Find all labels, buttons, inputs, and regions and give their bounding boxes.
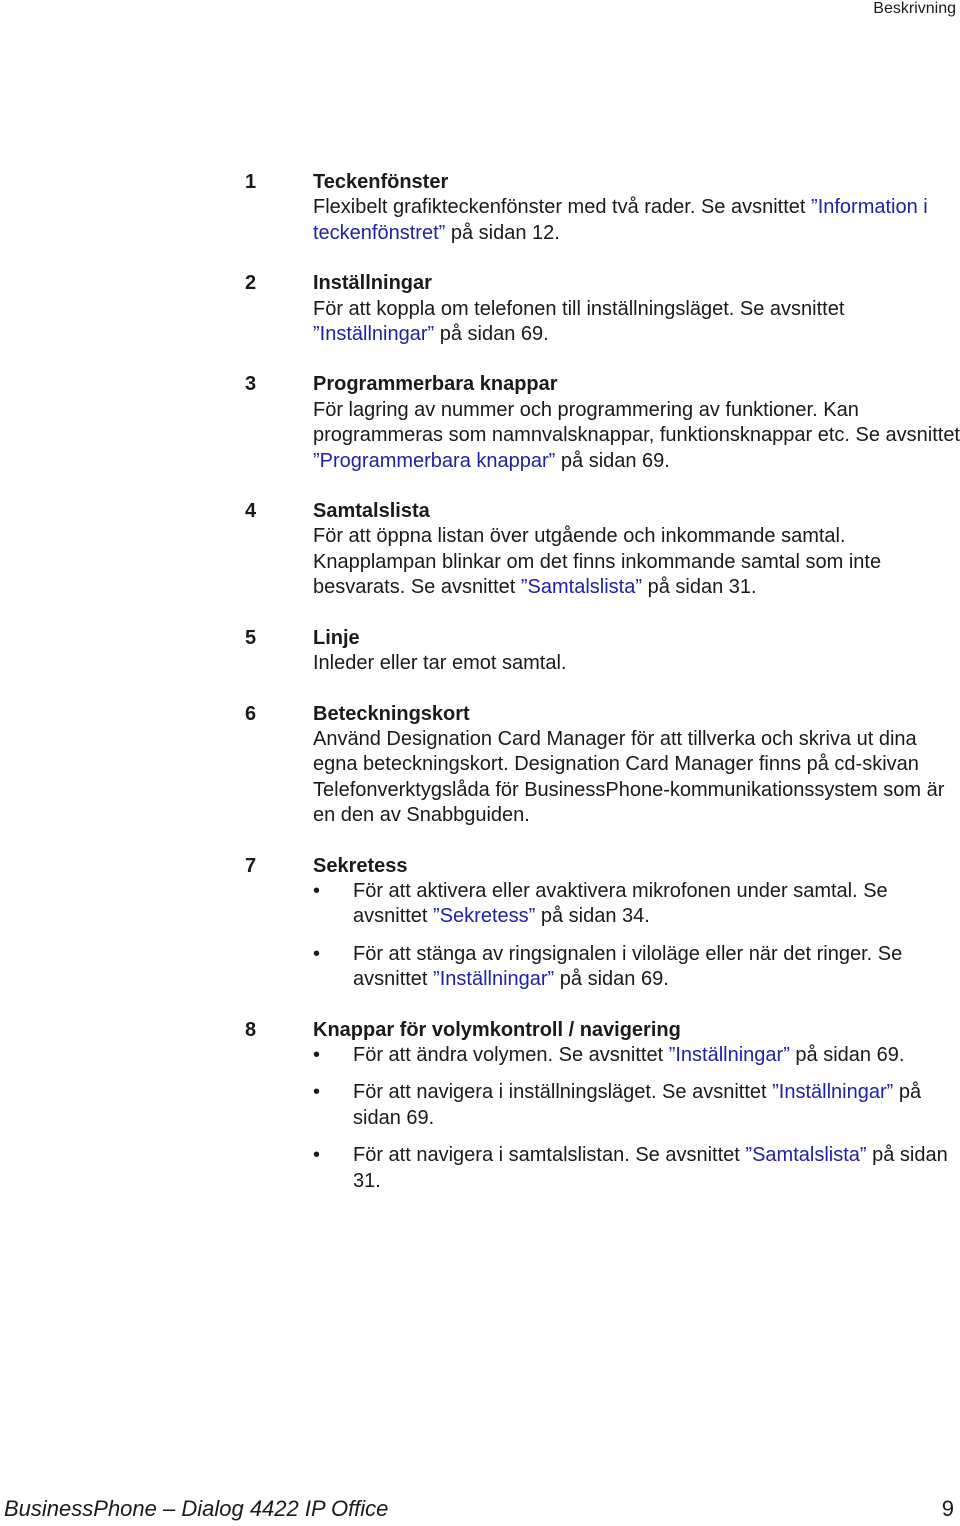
item-number: 7: [245, 854, 257, 877]
item-number: 6: [245, 702, 257, 725]
bullet-item: [313, 1143, 960, 1194]
footer-product-name: BusinessPhone – Dialog 4422 IP Office: [4, 1496, 389, 1521]
cross-reference-link[interactable]: ”Samtalslista”: [745, 1144, 867, 1167]
bullet-text: på sidan 69.: [789, 1043, 905, 1066]
cross-reference-link[interactable]: ”Information i teckenfönstret”: [313, 196, 928, 244]
item-number: 1: [245, 171, 257, 193]
item-number: 4: [245, 500, 257, 523]
bullet-text: För att stänga av ringsignalen i viloläge eller när det ringer. Se avsnittet: [353, 942, 903, 991]
bullet-item: [313, 942, 960, 993]
item-title: Inställningar: [313, 272, 432, 295]
item-number: 3: [245, 373, 257, 396]
cross-reference-link[interactable]: ”Inställningar”: [433, 968, 555, 991]
list-item: [245, 626, 960, 677]
page-number: 9: [941, 1496, 954, 1521]
item-title: Linje: [313, 626, 360, 649]
cross-reference-link[interactable]: ”Inställningar”: [668, 1043, 790, 1066]
item-description: [313, 398, 960, 474]
description-text: på sidan 31.: [642, 576, 757, 599]
item-title: Knappar för volymkontroll / navigering: [313, 1018, 681, 1041]
item-number: 8: [245, 1018, 257, 1041]
item-number: 5: [245, 626, 257, 649]
list-item: [245, 702, 960, 829]
bullet-text: För att ändra volymen. Se avsnittet: [353, 1043, 669, 1066]
item-description: [313, 524, 960, 600]
item-description: [313, 297, 960, 348]
list-item: [245, 372, 960, 474]
bullet-icon: •: [313, 1081, 321, 1104]
bullet-icon: •: [313, 942, 321, 965]
bullet-icon: •: [313, 1144, 321, 1167]
item-title: Teckenfönster: [313, 171, 449, 193]
bullet-item: [313, 879, 960, 930]
item-title: Samtalslista: [313, 500, 430, 523]
list-item: [245, 170, 960, 246]
cross-reference-link[interactable]: ”Samtalslista”: [520, 576, 643, 599]
description-text: Flexibelt grafikteckenfönster med två rader. Se avsnittet: [313, 196, 812, 219]
description-text: För att koppla om telefonen till inställningsläget. Se avsnittet: [313, 297, 845, 320]
bullet-list: [313, 1043, 960, 1194]
item-description: [313, 195, 960, 246]
bullet-icon: •: [313, 879, 321, 902]
bullet-text: För att aktivera eller avaktivera mikrofonen under samtal. Se avsnittet: [353, 879, 888, 928]
cross-reference-link[interactable]: ”Sekretess”: [433, 905, 536, 928]
bullet-text: För att navigera i inställningsläget. Se avsnittet: [353, 1081, 773, 1104]
item-description: Använd Designation Card Manager för att tillverka och skriva ut dina egna beteckningskort. Designation Card Manager finns på cd-skivan Telefonverktygslåda för BusinessPhone-kommunikationssystem som är en den av Snabbguiden.: [313, 727, 945, 827]
bullet-text: på sidan 69.: [353, 1081, 922, 1129]
description-text: på sidan 69.: [434, 323, 549, 346]
bullet-item: [313, 1043, 960, 1068]
bullet-text: För att navigera i samtalslistan. Se avsnittet: [353, 1144, 746, 1167]
item-title: Programmerbara knappar: [313, 373, 558, 396]
list-item: [245, 271, 960, 347]
list-item: [245, 499, 960, 601]
description-text: För att öppna listan över utgående och inkommande samtal. Knapplampan blinkar om det finns inkommande samtal som inte besvarats. Se avsnittet: [313, 525, 882, 599]
section-header: Beskrivning: [873, 0, 956, 17]
list-item: [245, 1018, 960, 1194]
item-number: 2: [245, 272, 257, 295]
description-text: på sidan 69.: [555, 449, 670, 472]
cross-reference-link[interactable]: ”Inställningar”: [772, 1081, 894, 1104]
cross-reference-link[interactable]: ”Programmerbara knappar”: [313, 449, 556, 472]
bullet-list: [313, 879, 960, 993]
description-list: [245, 170, 960, 1219]
bullet-icon: •: [313, 1043, 321, 1066]
item-title: Beteckningskort: [313, 702, 470, 725]
item-description: Inleder eller tar emot samtal.: [313, 652, 567, 675]
description-text: på sidan 12.: [445, 221, 560, 244]
bullet-item: [313, 1080, 960, 1131]
bullet-text: på sidan 69.: [554, 968, 669, 991]
item-title: Sekretess: [313, 854, 408, 877]
list-item: [245, 854, 960, 993]
bullet-text: på sidan 34.: [535, 905, 650, 928]
description-text: För lagring av nummer och programmering av funktioner. Kan programmeras som namnvalsknappar, funktionsknappar etc. Se avsnittet: [313, 398, 960, 447]
cross-reference-link[interactable]: ”Inställningar”: [313, 323, 435, 346]
bullet-text: på sidan 31.: [353, 1144, 948, 1192]
